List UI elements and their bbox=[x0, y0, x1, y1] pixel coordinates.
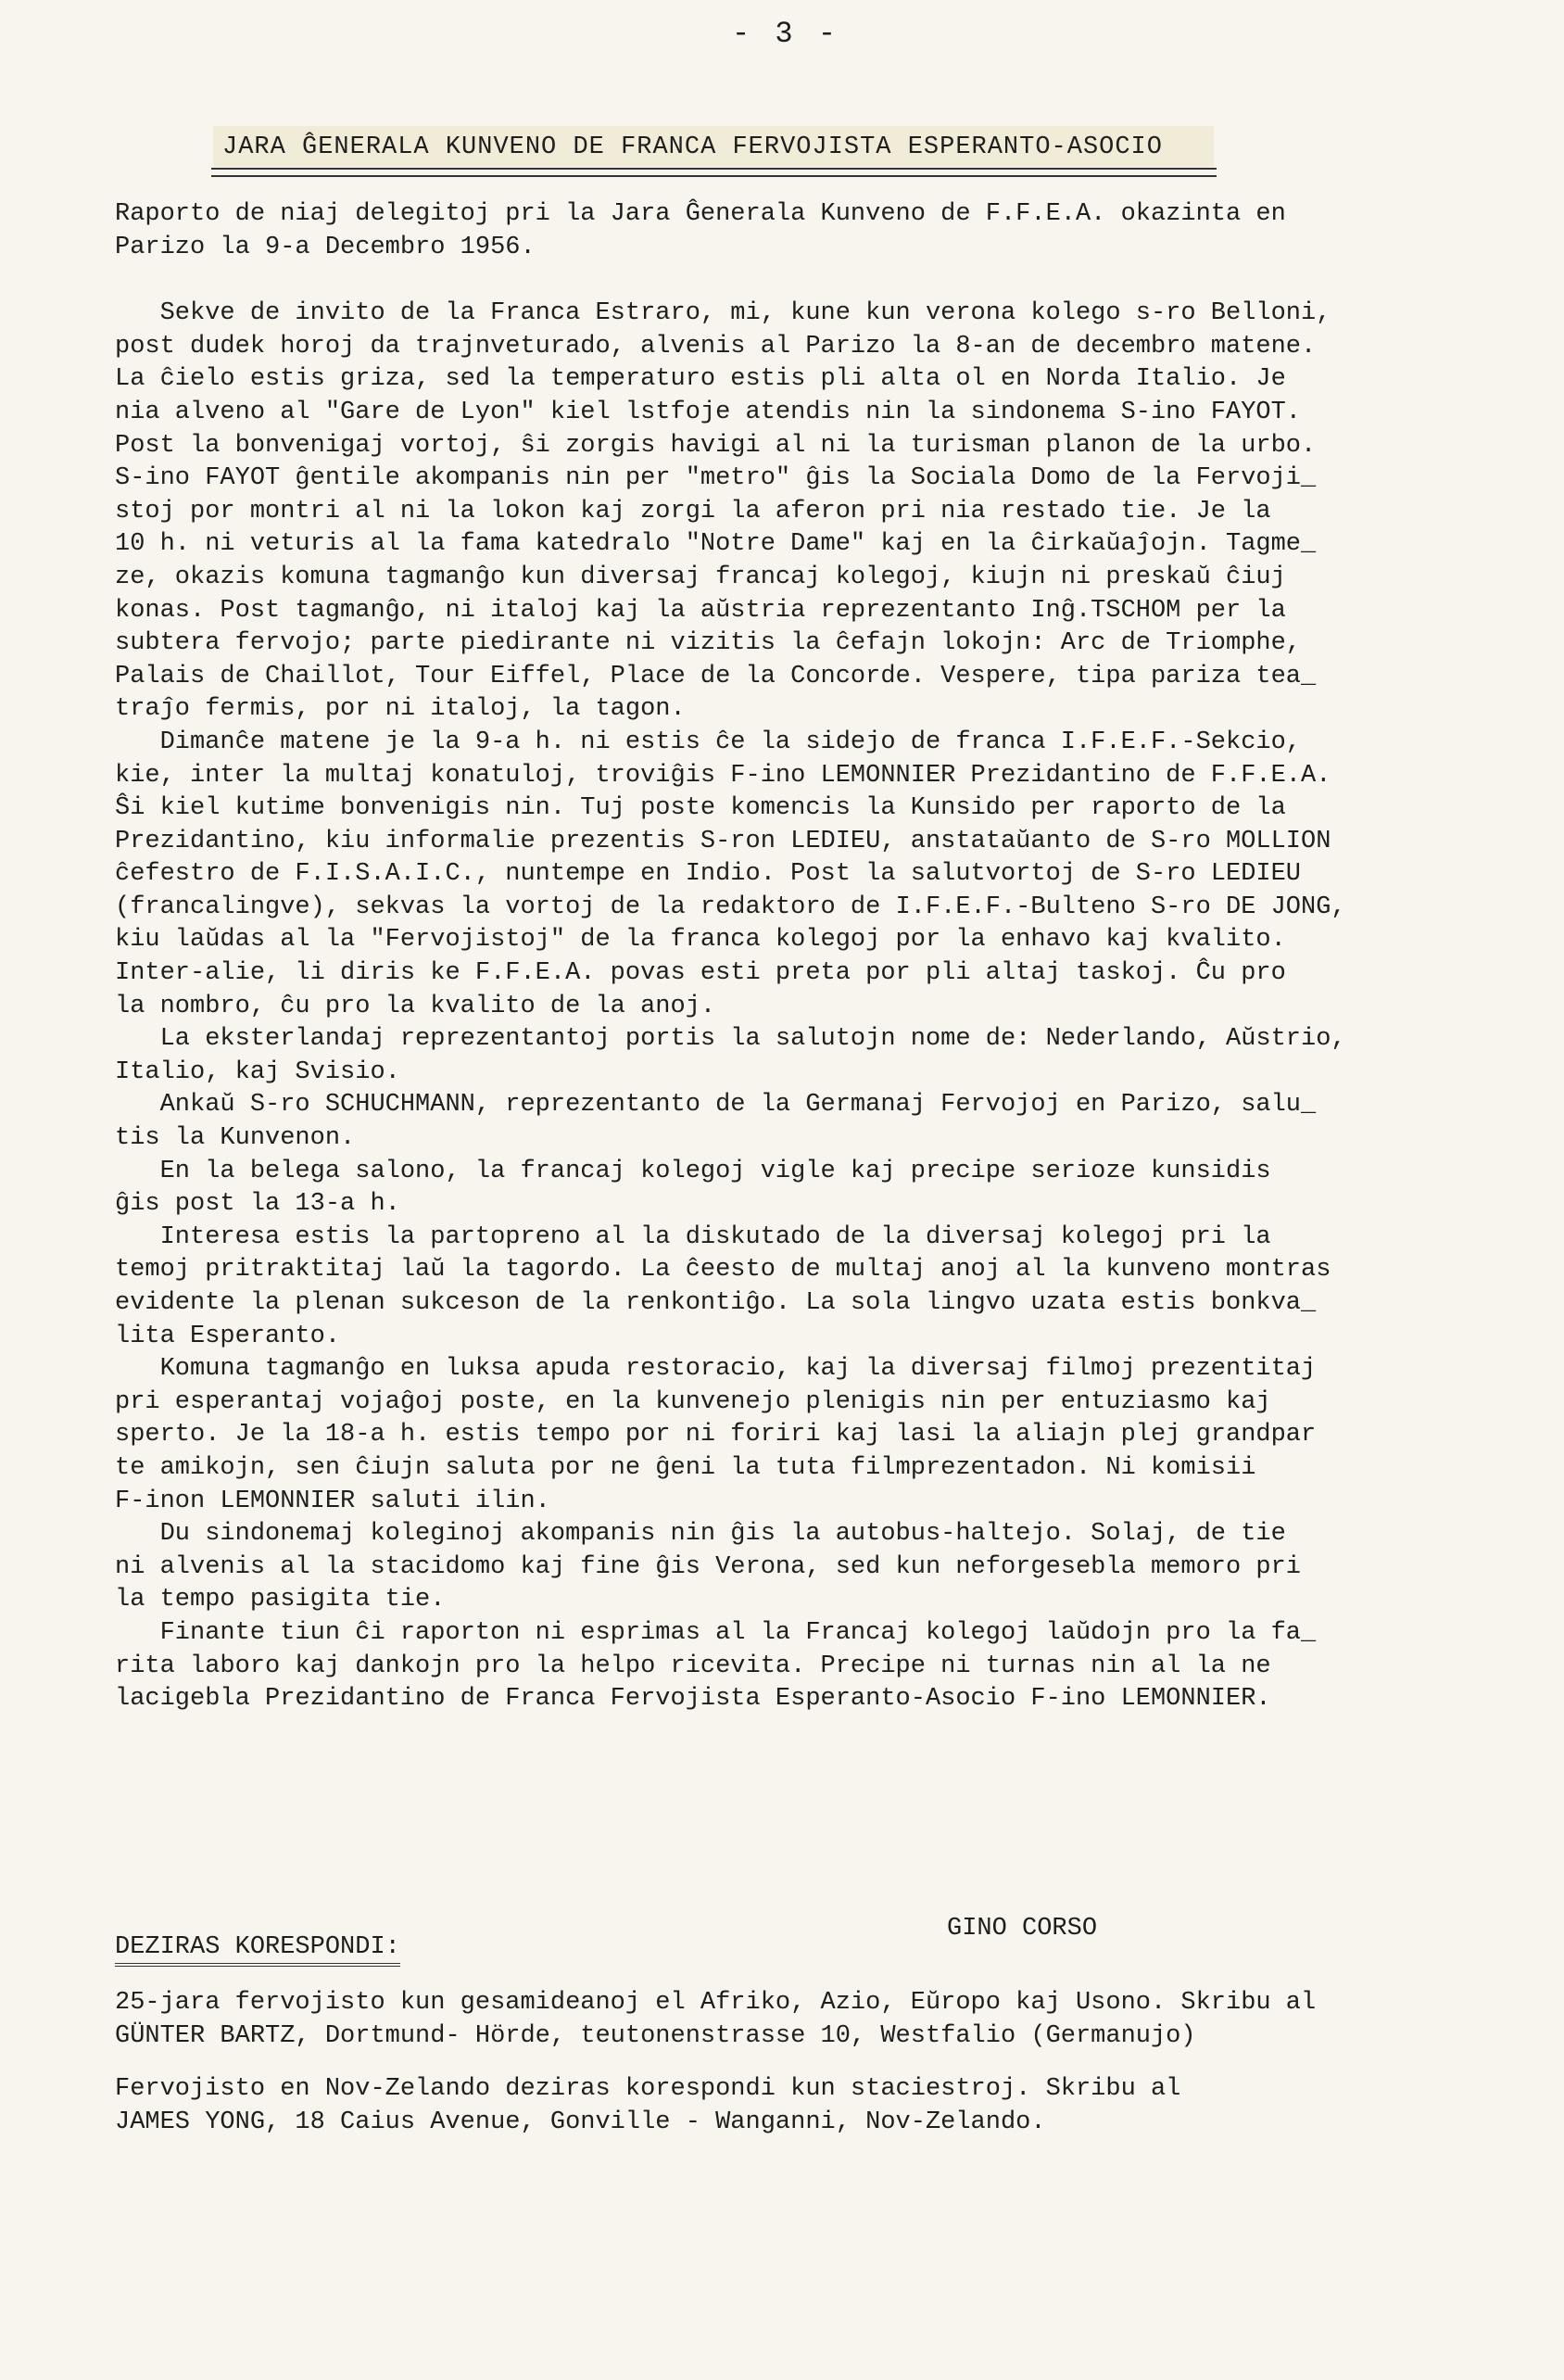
text-line: post dudek horoj da trajnveturado, alvenis al Parizo la 8-an de decembro matene. bbox=[115, 332, 1317, 361]
text-line: Interesa estis la partopreno al la diskutado de la diversaj kolegoj pri la bbox=[115, 1222, 1271, 1251]
text-line: Ankaŭ S-ro SCHUCHMANN, reprezentanto de la Germanaj Fervojoj en Parizo, salu_ bbox=[115, 1091, 1317, 1120]
text-line: Du sindonemaj koleginoj akompanis nin ĝis la autobus-haltejo. Solaj, de tie bbox=[115, 1520, 1286, 1549]
text-line: te amikojn, sen ĉiujn saluta por ne ĝeni la tuta filmprezentadon. Ni komisii bbox=[115, 1453, 1256, 1482]
paragraph bbox=[115, 298, 1431, 727]
paragraph bbox=[115, 1089, 1431, 1155]
text-line: ni alvenis al la stacidomo kaj fine ĝis Verona, sed kun neforgesebla memoro pri bbox=[115, 1552, 1302, 1581]
text-line: pri esperantaj vojaĝoj poste, en la kunvenejo plenigis nin per entuziasmo kaj bbox=[115, 1387, 1271, 1416]
author-signature: GINO CORSO bbox=[947, 1915, 1098, 1943]
paragraph bbox=[115, 727, 1431, 1023]
text-line: temoj pritraktitaj laŭ la tagordo. La ĉeesto de multaj anoj al la kunveno montras bbox=[115, 1256, 1331, 1285]
text-line: la tempo pasigita tie. bbox=[115, 1586, 446, 1614]
text-line: Inter-alie, li diris ke F.F.E.A. povas esti preta por pli altaj taskoj. Ĉu pro bbox=[115, 959, 1286, 988]
text-line: La ĉielo estis griza, sed la temperaturo estis pli alta ol en Norda Italio. Je bbox=[115, 365, 1286, 394]
page-number: - 3 - bbox=[732, 17, 840, 51]
correspondence-ads bbox=[115, 1987, 1431, 2159]
text-line: Prezidantino, kiu informalie prezentis S-ron LEDIEU, anstataŭanto de S-ro MOLLION bbox=[115, 827, 1331, 855]
text-line: konas. Post tagmanĝo, ni italoj kaj la aŭstria reprezentanto Inĝ.TSCHOM per la bbox=[115, 596, 1286, 625]
text-line: GÜNTER BARTZ, Dortmund- Hörde, teutonenstrasse 10, Westfalio (Germanujo) bbox=[115, 2021, 1196, 2050]
text-line: subtera fervojo; parte piedirante ni vizitis la ĉefajn lokojn: Arc de Triomphe, bbox=[115, 629, 1302, 658]
text-line: traĵo fermis, por ni italoj, la tagon. bbox=[115, 695, 686, 724]
text-line: lacigebla Prezidantino de Franca Fervojista Esperanto-Asocio F-ino LEMONNIER. bbox=[115, 1685, 1271, 1714]
text-line: la nombro, ĉu pro la kvalito de la anoj. bbox=[115, 992, 716, 1020]
text-line: Raporto de niaj delegitoj pri la Jara Ĝenerala Kunveno de F.F.E.A. okazinta en bbox=[115, 200, 1286, 228]
text-line: Italio, kaj Svisio. bbox=[115, 1057, 400, 1086]
paragraph bbox=[115, 1617, 1431, 1716]
section-heading: DEZIRAS KORESPONDI: bbox=[115, 1933, 400, 1967]
text-line: JAMES YONG, 18 Caius Avenue, Gonville - Wanganni, Nov-Zelando. bbox=[115, 2108, 1046, 2136]
text-line: La eksterlandaj reprezentantoj portis la salutojn nome de: Nederlando, Aŭstrio, bbox=[115, 1025, 1346, 1054]
heading-double-rule bbox=[211, 168, 1217, 177]
text-line: kiu laŭdas al la "Fervojistoj" de la franca kolegoj por la enhavo kaj kvalito. bbox=[115, 926, 1286, 955]
text-line: S-ino FAYOT ĝentile akompanis nin per "metro" ĝis la Sociala Domo de la Fervoji_ bbox=[115, 464, 1317, 493]
text-line: Fervojisto en Nov-Zelando deziras korespondi kun staciestroj. Skribu al bbox=[115, 2075, 1181, 2104]
article-paragraphs bbox=[115, 298, 1431, 1716]
text-line: En la belega salono, la francaj kolegoj vigle kaj precipe serioze kunsidis bbox=[115, 1157, 1271, 1185]
paragraph bbox=[115, 1222, 1431, 1353]
ad-entry bbox=[115, 2073, 1431, 2139]
paragraph bbox=[115, 1518, 1431, 1617]
text-line: kie, inter la multaj konatuloj, troviĝis F-ino LEMONNIER Prezidantino de F.F.E.A. bbox=[115, 761, 1331, 790]
text-line: evidente la plenan sukceson de la renkontiĝo. La sola lingvo uzata estis bonkva_ bbox=[115, 1289, 1317, 1317]
article-heading: JARA ĜENERALA KUNVENO DE FRANCA FERVOJISTA ESPERANTO-ASOCIO bbox=[222, 133, 1163, 161]
text-line: lita Esperanto. bbox=[115, 1322, 341, 1350]
text-line: ze, okazis komuna tagmanĝo kun diversaj francaj kolegoj, kiujn ni preskaŭ ĉiuj bbox=[115, 563, 1286, 591]
paragraph bbox=[115, 1353, 1431, 1518]
text-line: F-inon LEMONNIER saluti ilin. bbox=[115, 1487, 550, 1515]
text-line: tis la Kunvenon. bbox=[115, 1124, 356, 1153]
text-line: nia alveno al "Gare de Lyon" kiel lstfoje atendis nin la sindonema S-ino FAYOT. bbox=[115, 398, 1302, 426]
paragraph bbox=[115, 1023, 1431, 1089]
text-line: (francalingve), sekvas la vortoj de la redaktoro de I.F.E.F.-Bulteno S-ro DE JONG, bbox=[115, 892, 1346, 921]
text-line: rita laboro kaj dankojn pro la helpo ricevita. Precipe ni turnas nin al la ne bbox=[115, 1652, 1271, 1680]
article-body bbox=[115, 198, 1431, 1716]
article-intro bbox=[115, 198, 1431, 264]
text-line: Ŝi kiel kutime bonvenigis nin. Tuj poste komencis la Kunsido per raporto de la bbox=[115, 794, 1286, 823]
text-line: 25-jara fervojisto kun gesamideanoj el Afriko, Azio, Eŭropo kaj Usono. Skribu al bbox=[115, 1989, 1317, 2017]
text-line: ĝis post la 13-a h. bbox=[115, 1190, 400, 1219]
text-line: Parizo la 9-a Decembro 1956. bbox=[115, 233, 536, 261]
text-line: Finante tiun ĉi raporton ni esprimas al la Francaj kolegoj laŭdojn pro la fa_ bbox=[115, 1618, 1317, 1647]
text-line: Palais de Chaillot, Tour Eiffel, Place de la Concorde. Vespere, tipa pariza tea_ bbox=[115, 662, 1317, 690]
text-line: ĉefestro de F.I.S.A.I.C., nuntempe en Indio. Post la salutvortoj de S-ro LEDIEU bbox=[115, 860, 1302, 889]
text-line: Sekve de invito de la Franca Estraro, mi, kune kun verona kolego s-ro Belloni, bbox=[115, 299, 1331, 328]
text-line: Post la bonvenigaj vortoj, ŝi zorgis havigi al ni la turisman planon de la urbo. bbox=[115, 431, 1317, 460]
text-line: stoj por montri al ni la lokon kaj zorgi la aferon pri nia restado tie. Je la bbox=[115, 497, 1271, 525]
text-line: sperto. Je la 18-a h. estis tempo por ni foriri kaj lasi la aliajn plej grandpar bbox=[115, 1421, 1317, 1450]
ad-entry bbox=[115, 1987, 1431, 2053]
paragraph bbox=[115, 1156, 1431, 1222]
text-line: Dimanĉe matene je la 9-a h. ni estis ĉe la sidejo de franca I.F.E.F.-Sekcio, bbox=[115, 728, 1302, 756]
text-line: Komuna tagmanĝo en luksa apuda restoracio, kaj la diversaj filmoj prezentitaj bbox=[115, 1355, 1317, 1384]
text-line: 10 h. ni veturis al la fama katedralo "Notre Dame" kaj en la ĉirkaŭaĵojn. Tagme_ bbox=[115, 530, 1317, 559]
